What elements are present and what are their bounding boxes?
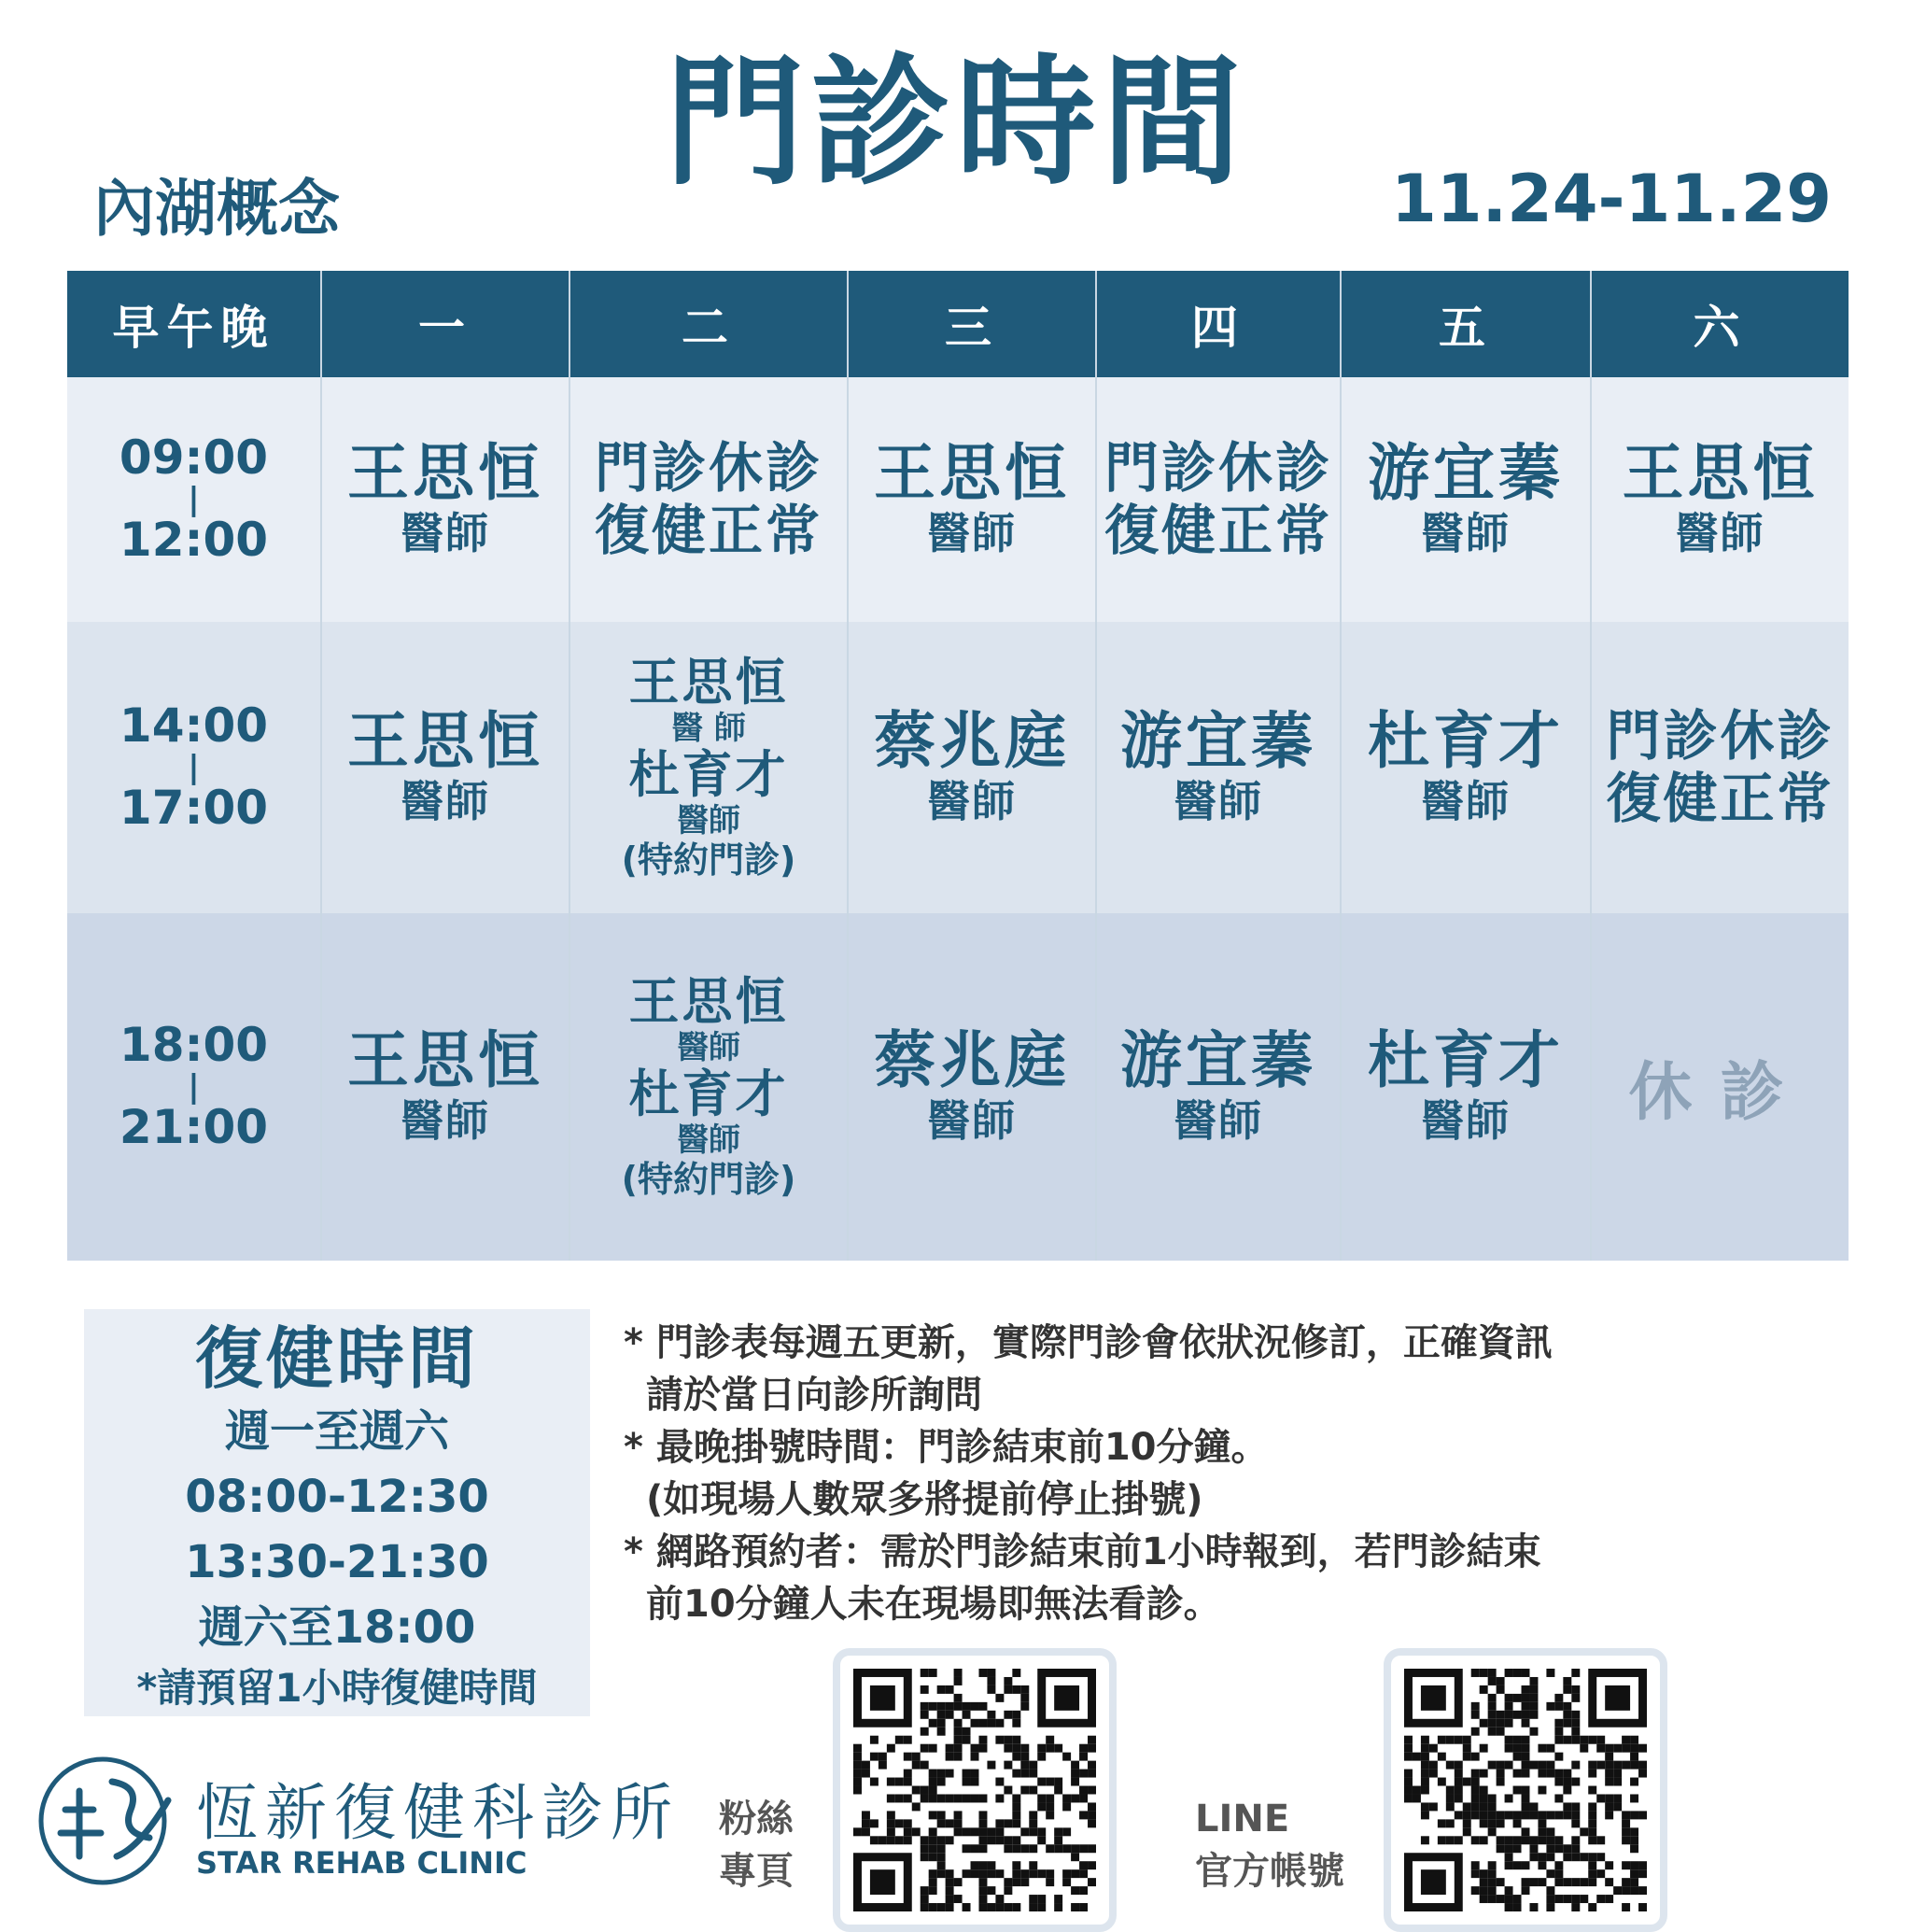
doctor-name: 杜育才 bbox=[628, 745, 789, 805]
fanpage-label-line: 專頁 bbox=[719, 1850, 794, 1893]
schedule-cell bbox=[1341, 913, 1591, 1261]
doctor-name: 王思恒 bbox=[1622, 437, 1819, 510]
doctor-name: 杜育才 bbox=[1368, 705, 1564, 778]
time-start: 18:00 bbox=[119, 1018, 269, 1073]
time-end: 17:00 bbox=[119, 781, 269, 836]
schedule-cell bbox=[569, 377, 848, 622]
header-day: 一 bbox=[321, 271, 569, 377]
doctor-title: 醫師 bbox=[1421, 507, 1511, 558]
notice-list bbox=[624, 1317, 1744, 1630]
header-corner: 早午晚 bbox=[67, 271, 321, 377]
rehab-heading: 復健時間 bbox=[194, 1319, 479, 1398]
brand-name-cn: 恆新復健科診所 bbox=[196, 1777, 680, 1849]
time-slot bbox=[67, 622, 321, 913]
line-qr-code[interactable] bbox=[1384, 1648, 1667, 1932]
qr-code-icon bbox=[1404, 1669, 1647, 1911]
schedule-cell bbox=[848, 913, 1096, 1261]
time-start: 14:00 bbox=[119, 698, 269, 754]
doctor-title: 醫師 bbox=[677, 1028, 740, 1066]
doctor-title: 醫師 bbox=[1174, 775, 1263, 826]
doctor-name: 游宜蓁 bbox=[1120, 705, 1316, 778]
clinic-off-text: 門診休診 bbox=[594, 436, 822, 501]
notice-line: (如現場人數眾多將提前停止掛號) bbox=[646, 1478, 1203, 1521]
rehab-hours-box bbox=[84, 1309, 590, 1716]
schedule-cell bbox=[569, 913, 848, 1261]
header-day: 六 bbox=[1591, 271, 1849, 377]
schedule-table bbox=[67, 271, 1849, 1261]
fanpage-label bbox=[719, 1793, 794, 1897]
doctor-title: 醫師 bbox=[1675, 507, 1765, 558]
time-end: 21:00 bbox=[119, 1100, 269, 1155]
schedule-row bbox=[67, 377, 1849, 622]
doctor-name: 蔡兆庭 bbox=[874, 1024, 1070, 1097]
doctor-name: 王思恒 bbox=[874, 437, 1070, 510]
line-label-line: LINE bbox=[1195, 1798, 1290, 1840]
doctor-name: 王思恒 bbox=[347, 1024, 543, 1097]
doctor-name: 杜育才 bbox=[1368, 1024, 1564, 1097]
schedule-cell bbox=[569, 622, 848, 913]
time-separator: | bbox=[188, 480, 200, 518]
schedule-row bbox=[67, 622, 1849, 913]
doctor-title: 醫師 bbox=[1421, 1094, 1511, 1146]
clinic-off-text: 門診休診 bbox=[1104, 436, 1332, 501]
header-day: 二 bbox=[569, 271, 848, 377]
notice-line: 請於當日向診所詢問 bbox=[646, 1374, 982, 1417]
rehab-saturday: 週六至18:00 bbox=[198, 1601, 476, 1655]
clinic-off-text: 門診休診 bbox=[1606, 704, 1835, 769]
schedule-cell bbox=[1591, 377, 1849, 622]
rehab-open-text: 復健正常 bbox=[1606, 767, 1835, 830]
doctor-name: 游宜蓁 bbox=[1368, 437, 1564, 510]
rehab-morning: 08:00-12:30 bbox=[185, 1471, 489, 1524]
rehab-open-text: 復健正常 bbox=[1104, 499, 1332, 562]
schedule-cell bbox=[1341, 622, 1591, 913]
fanpage-label-line: 粉絲 bbox=[719, 1798, 794, 1840]
rehab-open-text: 復健正常 bbox=[594, 499, 822, 562]
schedule-cell bbox=[848, 377, 1096, 622]
time-start: 09:00 bbox=[119, 430, 269, 486]
schedule-header-row bbox=[67, 271, 1849, 377]
special-clinic-note: (特約門診) bbox=[621, 839, 796, 881]
header-day: 四 bbox=[1096, 271, 1341, 377]
time-separator: | bbox=[188, 748, 200, 786]
doctor-title: 醫師 bbox=[927, 775, 1017, 826]
doctor-title: 醫師 bbox=[1421, 775, 1511, 826]
notice-line: 前10分鐘人未在現場即無法看診。 bbox=[646, 1583, 1221, 1626]
doctor-name: 王思恒 bbox=[347, 437, 543, 510]
branch-name: 內湖概念 bbox=[93, 173, 340, 245]
line-label bbox=[1195, 1793, 1344, 1897]
doctor-name: 杜育才 bbox=[628, 1065, 789, 1124]
header-day: 三 bbox=[848, 271, 1096, 377]
rehab-note: *請預留1小時復健時間 bbox=[136, 1665, 538, 1712]
fanpage-qr-code[interactable] bbox=[833, 1648, 1117, 1932]
schedule-cell bbox=[848, 622, 1096, 913]
time-separator: | bbox=[188, 1067, 200, 1106]
schedule-cell bbox=[1096, 913, 1341, 1261]
doctor-name: 王思恒 bbox=[628, 971, 789, 1031]
notice-line: * 最晚掛號時間：門診結束前10分鐘。 bbox=[624, 1426, 1269, 1469]
rehab-days: 週一至週六 bbox=[224, 1405, 449, 1459]
line-label-line: 官方帳號 bbox=[1195, 1850, 1344, 1893]
schedule-cell bbox=[1341, 377, 1591, 622]
schedule-cell bbox=[1096, 622, 1341, 913]
special-clinic-note: (特約門診) bbox=[621, 1158, 796, 1200]
schedule-cell bbox=[321, 913, 569, 1261]
notice-line: * 網路預約者：需於門診結束前1小時報到，若門診結束 bbox=[624, 1530, 1541, 1573]
schedule-cell bbox=[321, 377, 569, 622]
schedule-row bbox=[67, 913, 1849, 1261]
time-slot bbox=[67, 913, 321, 1261]
time-slot bbox=[67, 377, 321, 622]
closed-text: 休診 bbox=[1628, 1055, 1812, 1130]
doctor-title: 醫師 bbox=[401, 507, 490, 558]
time-end: 12:00 bbox=[119, 513, 269, 568]
doctor-title: 醫師 bbox=[1174, 1094, 1263, 1146]
date-range: 11.24-11.29 bbox=[1391, 161, 1832, 237]
notice-line: * 門診表每週五更新，實際門診會依狀況修訂，正確資訊 bbox=[624, 1321, 1553, 1364]
doctor-title: 醫師 bbox=[401, 775, 490, 826]
qr-code-icon bbox=[853, 1669, 1096, 1911]
schedule-cell bbox=[1096, 377, 1341, 622]
doctor-title: 醫師 bbox=[677, 802, 740, 840]
doctor-name: 游宜蓁 bbox=[1120, 1024, 1316, 1097]
clinic-logo-icon bbox=[28, 1744, 187, 1894]
schedule-cell bbox=[321, 622, 569, 913]
schedule-cell bbox=[1591, 913, 1849, 1261]
doctor-title: 醫師 bbox=[677, 1121, 740, 1160]
doctor-title: 醫 師 bbox=[671, 709, 746, 747]
header-day: 五 bbox=[1341, 271, 1591, 377]
doctor-title: 醫師 bbox=[927, 1094, 1017, 1146]
rehab-evening: 13:30-21:30 bbox=[185, 1536, 489, 1589]
brand-name-en: STAR REHAB CLINIC bbox=[196, 1845, 527, 1881]
doctor-name: 王思恒 bbox=[347, 705, 543, 778]
doctor-title: 醫師 bbox=[401, 1094, 490, 1146]
schedule-cell bbox=[1591, 622, 1849, 913]
doctor-name: 蔡兆庭 bbox=[874, 705, 1070, 778]
doctor-title: 醫師 bbox=[927, 507, 1017, 558]
doctor-name: 王思恒 bbox=[628, 652, 789, 712]
page-title: 門診時間 bbox=[664, 42, 1247, 204]
